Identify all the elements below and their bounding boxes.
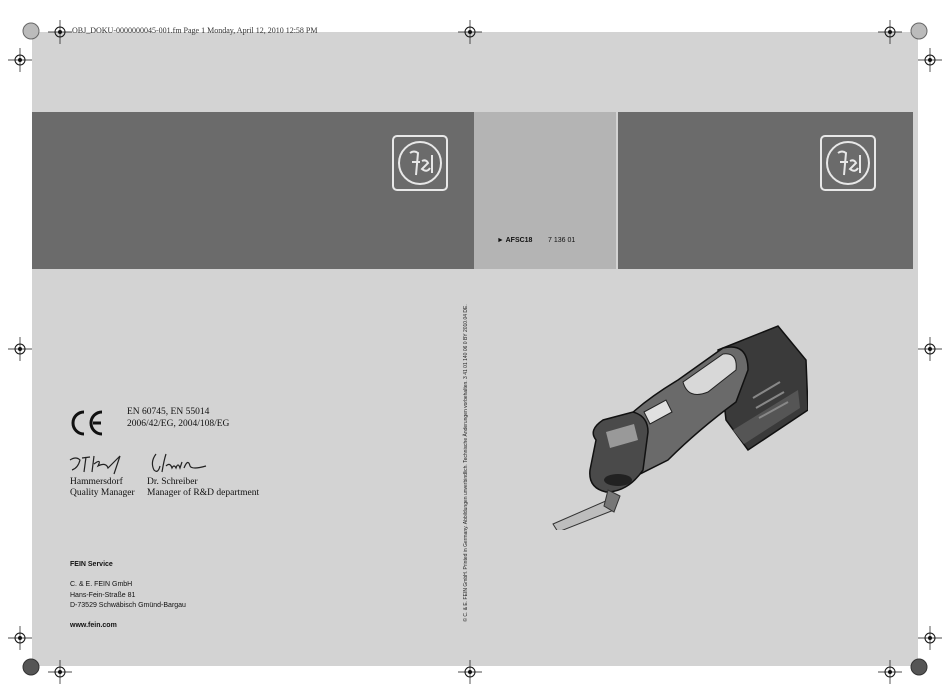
ce-standards-line2: 2006/42/EG, 2004/108/EG	[127, 419, 230, 429]
registration-mark-icon	[48, 20, 72, 44]
registration-mark-icon	[918, 626, 942, 650]
registration-mark-icon	[8, 337, 32, 361]
signatory-2-name: Dr. Schreiber	[147, 477, 198, 487]
print-slug-line: OBJ_DOKU-0000000045-001.fm Page 1 Monday, April 12, 2010 12:58 PM	[72, 26, 318, 35]
ce-mark-icon	[69, 409, 105, 437]
ce-standards-line1: EN 60745, EN 55014	[127, 407, 210, 417]
fein-logo-icon	[820, 135, 876, 191]
registration-mark-icon	[878, 660, 902, 684]
service-web[interactable]: www.fein.com	[70, 622, 117, 629]
color-bar-dot-icon	[910, 658, 928, 676]
color-bar-dot-icon	[910, 22, 928, 40]
registration-mark-icon	[918, 337, 942, 361]
service-street: Hans-Fein-Straße 81	[70, 592, 136, 599]
legal-note: © C. & E. FEIN GmbH. Printed in Germany. Abbildungen unverbindlich. Technische Änderungen vorbehalten. 3 41 01 140 06 0 BY 2010.04 DE.	[463, 304, 469, 622]
model-label: ► AFSC18	[497, 237, 533, 244]
signatory-2-title: Manager of R&D department	[147, 488, 260, 498]
signatory-1-name: Hammersdorf	[70, 477, 123, 487]
registration-mark-icon	[458, 20, 482, 44]
registration-mark-icon	[8, 48, 32, 72]
oscillating-tool-illustration-icon	[548, 320, 808, 530]
registration-mark-icon	[458, 660, 482, 684]
signature-schreiber-icon	[148, 450, 208, 476]
color-bar-dot-icon	[22, 22, 40, 40]
service-company: C. & E. FEIN GmbH	[70, 581, 133, 588]
signatory-1-title: Quality Manager	[70, 488, 135, 498]
service-city: D-73529 Schwäbisch Gmünd-Bargau	[70, 602, 186, 609]
header-band-spine	[474, 112, 616, 269]
registration-mark-icon	[8, 626, 32, 650]
signature-hammersdorf-icon	[68, 452, 126, 476]
signatory-1	[70, 477, 135, 499]
service-heading: FEIN Service	[70, 561, 113, 568]
model-number: 7 136 01	[548, 237, 576, 244]
signatory-2	[147, 477, 259, 499]
fein-logo-icon	[392, 135, 448, 191]
registration-mark-icon	[48, 660, 72, 684]
registration-mark-icon	[878, 20, 902, 44]
color-bar-dot-icon	[22, 658, 40, 676]
registration-mark-icon	[918, 48, 942, 72]
